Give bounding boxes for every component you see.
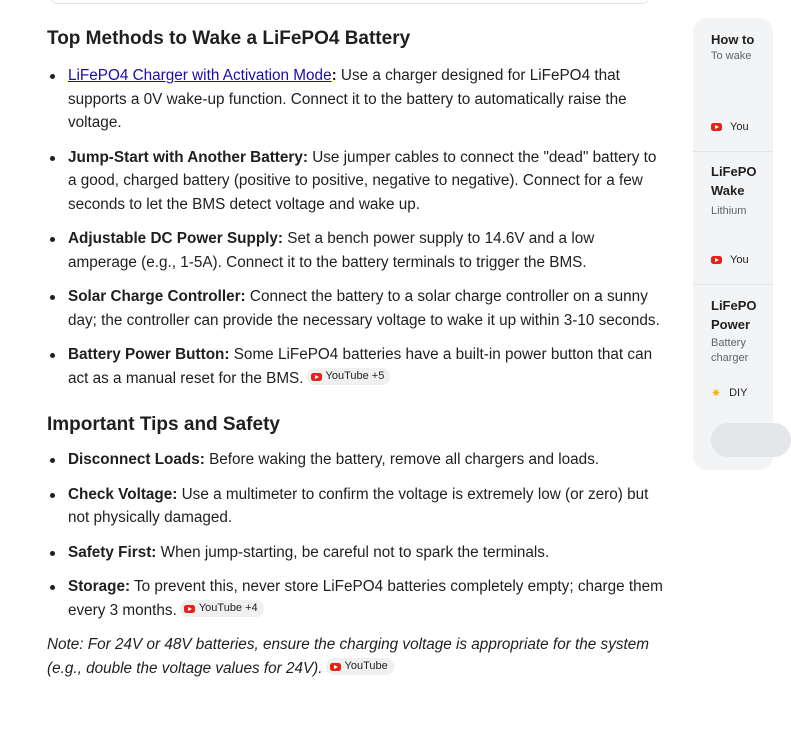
youtube-icon (711, 256, 722, 264)
card-title: How to (711, 32, 755, 47)
list-item (47, 448, 667, 472)
source-chip[interactable] (307, 368, 391, 385)
source-chip[interactable] (180, 600, 264, 617)
card-source-label: You (730, 121, 749, 133)
item-title: Adjustable DC Power Supply: (68, 230, 284, 247)
card-source (711, 121, 749, 133)
card-title: LiFePO (711, 298, 757, 313)
source-card-3[interactable] (711, 296, 757, 366)
item-title: Jump-Start with Another Battery: (68, 148, 308, 166)
list-item (47, 483, 667, 530)
card-title: Power (711, 317, 751, 332)
previous-panel-edge (50, 0, 650, 4)
list-item (47, 227, 667, 274)
card-desc: charger (711, 352, 749, 364)
item-text: Before waking the battery, remove all chargers and loads. (204, 451, 600, 468)
youtube-icon (311, 373, 322, 381)
list-item (47, 146, 667, 217)
card-source-label: DIY (729, 387, 748, 399)
item-title: Solar Charge Controller: (68, 288, 246, 305)
item-title: Check Voltage: (68, 485, 178, 503)
source-card-1[interactable] (711, 30, 754, 64)
card-desc: Battery (711, 337, 746, 349)
section-heading-methods: Top Methods to Wake a LiFePO4 Battery (47, 28, 411, 49)
item-title: Battery Power Button: (68, 346, 230, 363)
list-item (47, 285, 667, 332)
item-title: Disconnect Loads: (68, 451, 205, 468)
card-source (711, 386, 747, 400)
list-item (47, 64, 667, 135)
list-item (47, 541, 667, 565)
youtube-icon (711, 123, 722, 131)
source-card-2[interactable] (711, 162, 757, 219)
item-text: Set a bench power supply to 14.6V and a low amperage (e.g., 1-5A). Connect it to the battery terminals to trigger the BMS. (68, 230, 595, 271)
note-body: Note: For 24V or 48V batteries, ensure the charging voltage is appropriate for the system (e.g., double the voltage values for 24V). (47, 636, 650, 677)
card-desc: Lithium (711, 205, 747, 217)
chip-label: YouTube +5 (325, 370, 385, 382)
source-chip[interactable] (326, 658, 394, 675)
chip-label: YouTube (344, 660, 388, 672)
list-item (47, 575, 667, 622)
item-text: Use a multimeter to confirm the voltage is extremely low (or zero) but not physically damaged. (68, 485, 649, 526)
item-text: To prevent this, never store LiFePO4 batteries completely empty; charge them every 3 months. (68, 578, 663, 619)
charger-link[interactable]: LiFePO4 Charger with Activation Mode (68, 67, 332, 84)
card-divider (693, 284, 773, 285)
tips-list (47, 448, 667, 622)
ai-overview-content (47, 26, 667, 680)
sources-sidebar (693, 18, 773, 470)
section-heading-tips: Important Tips and Safety (47, 414, 280, 435)
diy-sun-icon: ✷ (711, 386, 722, 400)
youtube-icon (330, 663, 341, 671)
item-text: Use jumper cables to connect the "dead" battery to a good, charged battery (positive to positive, negative to negative). Connect for a few seconds to let the BMS detect voltage and wake up. (68, 148, 657, 213)
item-text: When jump-starting, be careful not to spark the terminals. (156, 543, 550, 561)
youtube-icon (184, 605, 195, 613)
card-source (711, 254, 749, 266)
item-title: Storage: (68, 578, 131, 595)
methods-list (47, 64, 667, 390)
list-item (47, 343, 667, 390)
note-text (47, 633, 667, 680)
item-text: Use a charger designed for LiFePO4 that supports a 0V wake-up function. Connect it to the battery to automatically raise the voltage. (68, 67, 627, 131)
item-text: Connect the battery to a solar charge controller on a sunny day; the controller can provide the necessary voltage to wake it up within 3-10 seconds. (68, 288, 660, 329)
card-title: Wake (711, 183, 745, 198)
item-separator: : (331, 67, 337, 84)
card-divider (693, 151, 773, 152)
item-title: Safety First: (68, 543, 157, 561)
card-source-label: You (730, 254, 749, 266)
show-all-button[interactable] (711, 423, 791, 457)
item-text: Some LiFePO4 batteries have a built-in power button that can act as a manual reset for the BMS. (68, 346, 653, 387)
chip-label: YouTube +4 (198, 602, 258, 614)
card-title: LiFePO (711, 164, 757, 179)
card-desc: To wake (711, 50, 752, 62)
